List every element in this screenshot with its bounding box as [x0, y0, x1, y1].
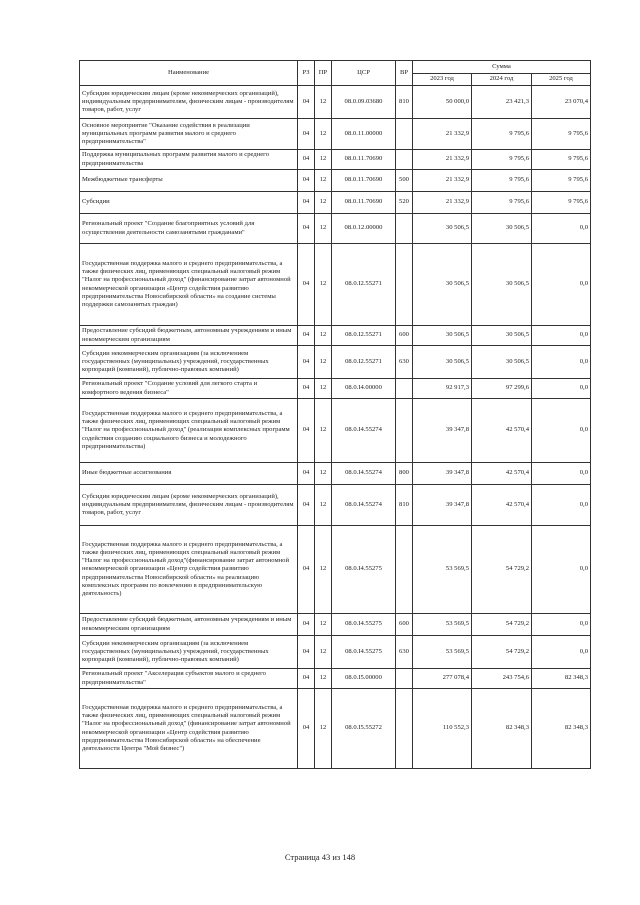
- row-pr: 12: [315, 170, 332, 192]
- row-2025: 0,0: [532, 463, 591, 485]
- row-2023: 30 506,5: [413, 214, 472, 244]
- budget-table: [79, 60, 591, 769]
- row-vr: 810: [396, 485, 413, 526]
- row-2024: 9 795,6: [472, 192, 532, 214]
- table-row: [80, 326, 591, 346]
- row-csr: 08.0.I4.55275: [332, 614, 396, 636]
- row-2024: 54 729,2: [472, 636, 532, 669]
- row-pr: 12: [315, 150, 332, 170]
- row-csr: 08.0.I2.55271: [332, 244, 396, 326]
- row-name: Межбюджетные трансферты: [80, 170, 298, 192]
- row-name: Основное мероприятие "Оказание содействия в реализации муниципальных программ развития малого и среднего предпринимательства": [80, 119, 298, 150]
- table-row: [80, 192, 591, 214]
- row-2024: 54 729,2: [472, 614, 532, 636]
- row-csr: 08.0.I4.55275: [332, 526, 396, 614]
- row-2024: 9 795,6: [472, 150, 532, 170]
- row-csr: 08.0.I4.55274: [332, 399, 396, 463]
- row-2023: 50 000,0: [413, 86, 472, 119]
- row-pr: 12: [315, 326, 332, 346]
- row-rz: 04: [298, 326, 315, 346]
- row-2023: 30 506,5: [413, 346, 472, 379]
- row-csr: 08.0.11.70690: [332, 150, 396, 170]
- row-2025: 9 795,6: [532, 150, 591, 170]
- row-2025: 0,0: [532, 485, 591, 526]
- row-vr: [396, 379, 413, 399]
- row-rz: 04: [298, 119, 315, 150]
- row-pr: 12: [315, 636, 332, 669]
- row-vr: 520: [396, 192, 413, 214]
- row-rz: 04: [298, 463, 315, 485]
- row-pr: 12: [315, 669, 332, 689]
- table-row: [80, 170, 591, 192]
- row-2023: 92 917,3: [413, 379, 472, 399]
- row-rz: 04: [298, 192, 315, 214]
- table-row: [80, 485, 591, 526]
- table-row: [80, 636, 591, 669]
- row-2025: 82 348,3: [532, 689, 591, 769]
- row-csr: 08.0.I4.55274: [332, 485, 396, 526]
- table-row: [80, 214, 591, 244]
- table-row: [80, 244, 591, 326]
- table-row: [80, 526, 591, 614]
- row-2023: 39 347,8: [413, 463, 472, 485]
- row-rz: 04: [298, 379, 315, 399]
- row-2023: 53 569,5: [413, 636, 472, 669]
- row-2024: 30 506,5: [472, 326, 532, 346]
- row-vr: 600: [396, 326, 413, 346]
- row-pr: 12: [315, 399, 332, 463]
- row-2024: 30 506,5: [472, 214, 532, 244]
- row-2023: 21 332,9: [413, 170, 472, 192]
- row-csr: 08.0.I5.00000: [332, 669, 396, 689]
- row-2024: 54 729,2: [472, 526, 532, 614]
- row-name: Субсидии: [80, 192, 298, 214]
- table-row: [80, 614, 591, 636]
- row-rz: 04: [298, 614, 315, 636]
- row-pr: 12: [315, 86, 332, 119]
- row-2024: 9 795,6: [472, 170, 532, 192]
- table-row: [80, 689, 591, 769]
- row-2023: 53 569,5: [413, 614, 472, 636]
- row-2023: 39 347,8: [413, 485, 472, 526]
- row-vr: 800: [396, 463, 413, 485]
- row-vr: [396, 399, 413, 463]
- row-pr: 12: [315, 119, 332, 150]
- header-rz: РЗ: [298, 61, 315, 86]
- row-csr: 08.0.I4.55274: [332, 463, 396, 485]
- table-row: [80, 346, 591, 379]
- table-row: [80, 669, 591, 689]
- header-pr: ПР: [315, 61, 332, 86]
- header-name: Наименование: [80, 61, 298, 86]
- row-name: Иные бюджетные ассигнования: [80, 463, 298, 485]
- header-year-2025: 2025 год: [532, 74, 591, 86]
- row-2023: 21 332,9: [413, 150, 472, 170]
- row-2025: 0,0: [532, 244, 591, 326]
- row-pr: 12: [315, 214, 332, 244]
- header-year-2024: 2024 год: [472, 74, 532, 86]
- header-year-2023: 2023 год: [413, 74, 472, 86]
- table-row: [80, 119, 591, 150]
- row-name: Поддержка муниципальных программ развития малого и среднего предпринимательства: [80, 150, 298, 170]
- row-rz: 04: [298, 346, 315, 379]
- table-row: [80, 399, 591, 463]
- row-rz: 04: [298, 244, 315, 326]
- header-csr: ЦСР: [332, 61, 396, 86]
- row-2023: 21 332,9: [413, 192, 472, 214]
- table-row: [80, 463, 591, 485]
- row-2024: 97 299,6: [472, 379, 532, 399]
- row-name: Субсидии юридическим лицам (кроме некоммерческих организаций), индивидуальным предпринимателям, физическим лицам - производителям товаров, работ, услуг: [80, 485, 298, 526]
- row-2025: 0,0: [532, 614, 591, 636]
- row-rz: 04: [298, 150, 315, 170]
- row-2024: 42 570,4: [472, 485, 532, 526]
- table-row: [80, 150, 591, 170]
- row-name: Субсидии некоммерческим организациям (за исключением государственных (муниципальных) учреждений, государственных корпораций (компаний), публично-правовых компаний): [80, 346, 298, 379]
- row-rz: 04: [298, 214, 315, 244]
- row-2024: 23 421,3: [472, 86, 532, 119]
- row-2025: 0,0: [532, 636, 591, 669]
- row-csr: 08.0.12.00000: [332, 214, 396, 244]
- row-name: Государственная поддержка малого и среднего предпринимательства, а также физических лиц, применяющих специальный налоговый режим "Налог на профессиональный доход"(финансирование затрат автономной некоммерческой организации «Центр содействия развитию предпринимательства Новосибирской области» на реализацию комплексных программ по вовлечению в предпринимательскую деятельность): [80, 526, 298, 614]
- row-2025: 9 795,6: [532, 170, 591, 192]
- row-rz: 04: [298, 669, 315, 689]
- row-2024: 82 348,3: [472, 689, 532, 769]
- row-2023: 21 332,9: [413, 119, 472, 150]
- row-vr: [396, 214, 413, 244]
- row-2025: 0,0: [532, 326, 591, 346]
- row-vr: [396, 119, 413, 150]
- row-rz: 04: [298, 689, 315, 769]
- row-rz: 04: [298, 485, 315, 526]
- row-2024: 243 754,6: [472, 669, 532, 689]
- row-name: Региональный проект "Акселерация субъектов малого и среднего предпринимательства": [80, 669, 298, 689]
- row-vr: 600: [396, 614, 413, 636]
- row-vr: [396, 150, 413, 170]
- row-2025: 0,0: [532, 379, 591, 399]
- row-2023: 110 552,3: [413, 689, 472, 769]
- row-2025: 0,0: [532, 399, 591, 463]
- row-name: Региональный проект "Создание условий для легкого старта и комфортного ведения бизнеса": [80, 379, 298, 399]
- row-pr: 12: [315, 689, 332, 769]
- row-vr: [396, 244, 413, 326]
- row-csr: 08.0.I2.55271: [332, 346, 396, 379]
- row-2024: 30 506,5: [472, 244, 532, 326]
- row-vr: [396, 689, 413, 769]
- row-2025: 23 070,4: [532, 86, 591, 119]
- row-pr: 12: [315, 244, 332, 326]
- row-2024: 42 570,4: [472, 463, 532, 485]
- row-pr: 12: [315, 485, 332, 526]
- row-2025: 0,0: [532, 214, 591, 244]
- row-name: Субсидии некоммерческим организациям (за исключением государственных (муниципальных) учреждений, государственных корпораций (компаний), публично-правовых компаний): [80, 636, 298, 669]
- row-vr: 810: [396, 86, 413, 119]
- row-vr: [396, 526, 413, 614]
- table-row: [80, 86, 591, 119]
- row-2025: 0,0: [532, 526, 591, 614]
- row-2023: 30 506,5: [413, 326, 472, 346]
- row-csr: 08.0.11.70690: [332, 170, 396, 192]
- row-csr: 08.0.I4.00000: [332, 379, 396, 399]
- row-name: Государственная поддержка малого и среднего предпринимательства, а также физических лиц, применяющих специальный налоговый режим "Налог на профессиональный доход" (реализация комплексных программ содействия созданию социального бизнеса и молодежного предпринимательства): [80, 399, 298, 463]
- row-vr: [396, 669, 413, 689]
- row-pr: 12: [315, 463, 332, 485]
- row-vr: 500: [396, 170, 413, 192]
- row-pr: 12: [315, 526, 332, 614]
- row-csr: 08.0.I5.55272: [332, 689, 396, 769]
- row-rz: 04: [298, 526, 315, 614]
- row-2025: 9 795,6: [532, 192, 591, 214]
- row-2023: 53 569,5: [413, 526, 472, 614]
- row-csr: 08.0.11.70690: [332, 192, 396, 214]
- row-csr: 08.0.09.03680: [332, 86, 396, 119]
- row-name: Государственная поддержка малого и среднего предпринимательства, а также физических лиц, применяющих специальный налоговый режим "Налог на профессиональный доход" (финансирование затрат автономной некоммерческой организации «Центр содействия развитию предпринимательства Новосибирской области» на обеспечение деятельности Центра "Мой бизнес"): [80, 689, 298, 769]
- row-pr: 12: [315, 379, 332, 399]
- row-2024: 9 795,6: [472, 119, 532, 150]
- row-2025: 9 795,6: [532, 119, 591, 150]
- row-name: Государственная поддержка малого и среднего предпринимательства, а также физических лиц, применяющих специальный налоговый режим "Налог на профессиональный доход" (финансирование затрат автономной некоммерческой организации «Центр содействия развитию предпринимательства Новосибирской области» на создание системы поддержки самозанятых граждан): [80, 244, 298, 326]
- row-2024: 30 506,5: [472, 346, 532, 379]
- row-csr: 08.0.I4.55275: [332, 636, 396, 669]
- row-2023: 39 347,8: [413, 399, 472, 463]
- row-2025: 82 348,3: [532, 669, 591, 689]
- row-name: Предоставление субсидий бюджетным, автономным учреждениям и иным некоммерческим организациям: [80, 326, 298, 346]
- row-pr: 12: [315, 346, 332, 379]
- row-rz: 04: [298, 636, 315, 669]
- row-pr: 12: [315, 614, 332, 636]
- row-2025: 0,0: [532, 346, 591, 379]
- header-vr: ВР: [396, 61, 413, 86]
- row-name: Предоставление субсидий бюджетным, автономным учреждениям и иным некоммерческим организациям: [80, 614, 298, 636]
- row-vr: 630: [396, 346, 413, 379]
- row-2024: 42 570,4: [472, 399, 532, 463]
- table-row: [80, 379, 591, 399]
- row-2023: 277 078,4: [413, 669, 472, 689]
- row-csr: 08.0.I2.55271: [332, 326, 396, 346]
- row-rz: 04: [298, 399, 315, 463]
- row-name: Региональный проект "Создание благоприятных условий для осуществления деятельности самозанятыми гражданами": [80, 214, 298, 244]
- row-rz: 04: [298, 170, 315, 192]
- page-number: Страница 43 из 148: [284, 852, 356, 862]
- row-rz: 04: [298, 86, 315, 119]
- row-csr: 08.0.11.00000: [332, 119, 396, 150]
- row-2023: 30 506,5: [413, 244, 472, 326]
- header-sum: Сумма: [413, 61, 591, 74]
- row-name: Субсидии юридическим лицам (кроме некоммерческих организаций), индивидуальным предпринимателям, физическим лицам - производителям товаров, работ, услуг: [80, 86, 298, 119]
- row-pr: 12: [315, 192, 332, 214]
- row-vr: 630: [396, 636, 413, 669]
